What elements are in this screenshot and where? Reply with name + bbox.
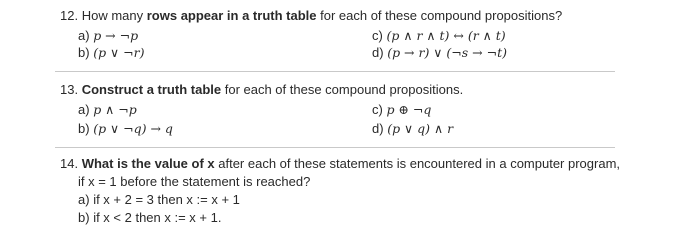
q12-item-d — [372, 45, 507, 61]
q13-prompt — [60, 82, 463, 98]
q14-item-a — [78, 192, 240, 208]
q14-prompt — [60, 156, 620, 172]
q13-item-a-label: a) — [78, 102, 90, 117]
q14-item-b-label: b) — [78, 210, 90, 225]
q13-item-c — [372, 102, 431, 118]
q13-item-d-label: d) — [372, 121, 384, 136]
q12-item-a — [78, 28, 138, 44]
q14-prompt-line2: if x = 1 before the statement is reached? — [78, 174, 311, 189]
q12-prompt — [60, 8, 562, 24]
q12-item-c-label: c) — [372, 28, 383, 43]
divider-1 — [55, 71, 615, 72]
q12-text-post: for each of these compound propositions? — [316, 8, 563, 23]
q14-item-a-text: if x + 2 = 3 then x := x + 1 — [93, 192, 240, 207]
q13-number: 13. — [60, 82, 79, 97]
q12-item-d-expr: (p → r) ∨ (¬s → ¬t) — [387, 45, 507, 60]
q14-item-b — [78, 210, 221, 226]
q12-item-b-expr: (p ∨ ¬r) — [93, 45, 145, 60]
q13-item-c-expr: p ⊕ ¬q — [386, 102, 432, 117]
q14-number: 14. — [60, 156, 79, 171]
q13-item-a-expr: p ∧ ¬p — [93, 102, 137, 117]
q14-text-post: after each of these statements is encountered in a computer program, — [214, 156, 621, 171]
q13-item-a — [78, 102, 137, 118]
q12-item-d-label: d) — [372, 45, 384, 60]
q13-item-c-label: c) — [372, 102, 383, 117]
q14-item-a-label: a) — [78, 192, 90, 207]
q12-number: 12. — [60, 8, 79, 23]
q13-text-bold: Construct a truth table — [81, 82, 222, 97]
q14-item-b-text: if x < 2 then x := x + 1. — [93, 210, 222, 225]
q13-item-d — [372, 121, 453, 137]
q12-text-pre: How many — [81, 8, 147, 23]
divider-2 — [55, 147, 615, 148]
q12-item-a-expr: p → ¬p — [93, 28, 139, 43]
q13-item-b — [78, 121, 173, 137]
q13-item-d-expr: (p ∨ q) ∧ r — [387, 121, 454, 136]
q13-item-b-expr: (p ∨ ¬q) → q — [93, 121, 173, 136]
q13-item-b-label: b) — [78, 121, 90, 136]
q12-item-a-label: a) — [78, 28, 90, 43]
q13-text-post: for each of these compound propositions. — [221, 82, 464, 97]
q12-item-c — [372, 28, 506, 44]
q12-item-b-label: b) — [78, 45, 90, 60]
q12-item-c-expr: (p ∧ r ∧ t) ↔ (r ∧ t) — [386, 28, 506, 43]
q12-item-b — [78, 45, 145, 61]
q12-text-bold: rows appear in a truth table — [146, 8, 317, 23]
q14-text-bold: What is the value of x — [81, 156, 215, 171]
